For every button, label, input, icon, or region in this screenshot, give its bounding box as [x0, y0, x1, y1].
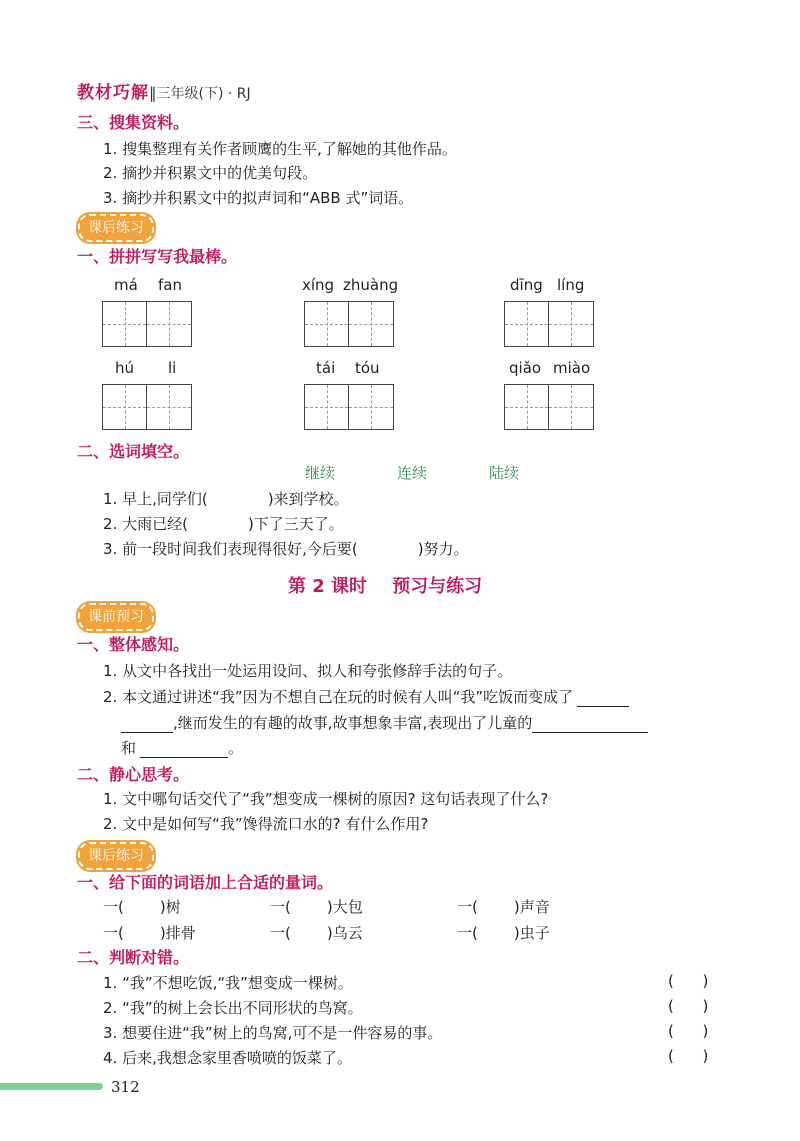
after-class-badge: 课后练习	[78, 842, 154, 870]
lesson-title: 第 2 课时 预习与练习	[288, 576, 483, 597]
judge-answer-paren[interactable]: ( )	[668, 1047, 709, 1065]
pinyin-label: zhuàng	[343, 276, 399, 294]
question-line: 1. 从文中各找出一处运用设问、拟人和夸张修辞手法的句子。	[103, 662, 513, 680]
question-text: 和	[121, 739, 137, 757]
question-line: 2. 文中是如何写“我”馋得流口水的? 有什么作用?	[103, 815, 429, 833]
writing-grid[interactable]	[504, 301, 594, 347]
judge-statement: 4. 后来,我想念家里香喷喷的饭菜了。	[103, 1049, 352, 1067]
writing-grid[interactable]	[102, 384, 192, 430]
writing-grid[interactable]	[304, 301, 394, 347]
question-text: 。	[228, 739, 244, 757]
judge-statement: 2. “我”的树上会长出不同形状的鸟窝。	[103, 999, 363, 1017]
word-option: 陆续	[489, 464, 520, 482]
pinyin-label: dīng	[510, 276, 543, 294]
writing-grid[interactable]	[304, 384, 394, 430]
footer-bar	[0, 1083, 103, 1090]
answer-blank[interactable]	[577, 690, 629, 707]
pinyin-label: tóu	[355, 359, 380, 377]
list-item: 3. 摘抄并积累文中的拟声词和“ABB 式”词语。	[103, 189, 414, 207]
section-title: 二、判断对错。	[77, 948, 190, 967]
judge-statement: 3. 想要住进“我”树上的鸟窝,可不是一件容易的事。	[103, 1024, 443, 1042]
section-title: 一、给下面的词语加上合适的量词。	[77, 873, 334, 892]
question-text: 2. 大雨已经(	[103, 515, 188, 533]
running-header	[77, 78, 251, 103]
pinyin-label: tái	[316, 359, 336, 377]
section-title: 一、拼拼写写我最棒。	[77, 247, 238, 266]
pinyin-label: fan	[158, 276, 182, 294]
page-number: 312	[111, 1078, 140, 1096]
measure-item: 一( )大包	[270, 898, 363, 916]
question-text: )下了三天了。	[247, 515, 344, 533]
fill-question	[103, 538, 469, 559]
preview-badge: 课前预习	[78, 603, 154, 631]
question-text: )努力。	[417, 540, 469, 558]
answer-blank[interactable]	[121, 716, 173, 733]
question-text: 1. 早上,同学们(	[103, 490, 208, 508]
section-title: 二、静心思考。	[77, 765, 190, 784]
answer-blank[interactable]	[532, 716, 648, 733]
after-class-badge: 课后练习	[78, 214, 154, 242]
pinyin-label: líng	[557, 276, 585, 294]
question-text: ,继而发生的有趣的故事,故事想象丰富,表现出了儿童的	[173, 714, 533, 732]
pinyin-label: hú	[115, 359, 135, 377]
pinyin-label: miào	[553, 359, 591, 377]
header-separator: ‖	[149, 84, 157, 102]
question-text: 2. 本文通过讲述“我”因为不想自己在玩的时候有人叫“我”吃饭而变成了	[103, 688, 574, 706]
judge-answer-paren[interactable]: ( )	[668, 972, 709, 990]
question-line	[121, 737, 243, 758]
judge-statement: 1. “我”不想吃饭,“我”想变成一棵树。	[103, 974, 353, 992]
brand-title: 教材巧解	[77, 83, 149, 103]
list-item: 2. 摘抄并积累文中的优美句段。	[103, 164, 318, 182]
list-item: 1. 搜集整理有关作者顾鹰的生平,了解她的其他作品。	[103, 140, 457, 158]
measure-item: 一( )虫子	[457, 924, 550, 942]
section-title: 二、选词填空。	[77, 442, 190, 461]
question-line	[103, 686, 629, 707]
judge-answer-paren[interactable]: ( )	[668, 997, 709, 1015]
fill-question	[103, 513, 344, 534]
answer-blank[interactable]	[140, 741, 228, 758]
measure-item: 一( )排骨	[103, 924, 196, 942]
section-title: 三、搜集资料。	[77, 113, 190, 132]
grade-label: 三年级(下) · RJ	[156, 86, 251, 102]
word-option: 连续	[397, 464, 428, 482]
word-option: 继续	[305, 464, 336, 482]
section-title: 一、整体感知。	[77, 635, 190, 654]
pinyin-label: má	[114, 276, 138, 294]
fill-question	[103, 488, 349, 509]
judge-answer-paren[interactable]: ( )	[668, 1022, 709, 1040]
question-line	[121, 712, 648, 733]
writing-grid[interactable]	[102, 301, 192, 347]
question-text: )来到学校。	[267, 490, 349, 508]
measure-item: 一( )树	[103, 898, 181, 916]
pinyin-label: qiǎo	[509, 359, 542, 377]
measure-item: 一( )声音	[457, 898, 550, 916]
measure-item: 一( )乌云	[270, 924, 363, 942]
question-line: 1. 文中哪句话交代了“我”想变成一棵树的原因? 这句话表现了什么?	[103, 790, 549, 808]
pinyin-label: xíng	[302, 276, 335, 294]
pinyin-label: li	[168, 359, 177, 377]
question-text: 3. 前一段时间我们表现得很好,今后要(	[103, 540, 358, 558]
writing-grid[interactable]	[504, 384, 594, 430]
